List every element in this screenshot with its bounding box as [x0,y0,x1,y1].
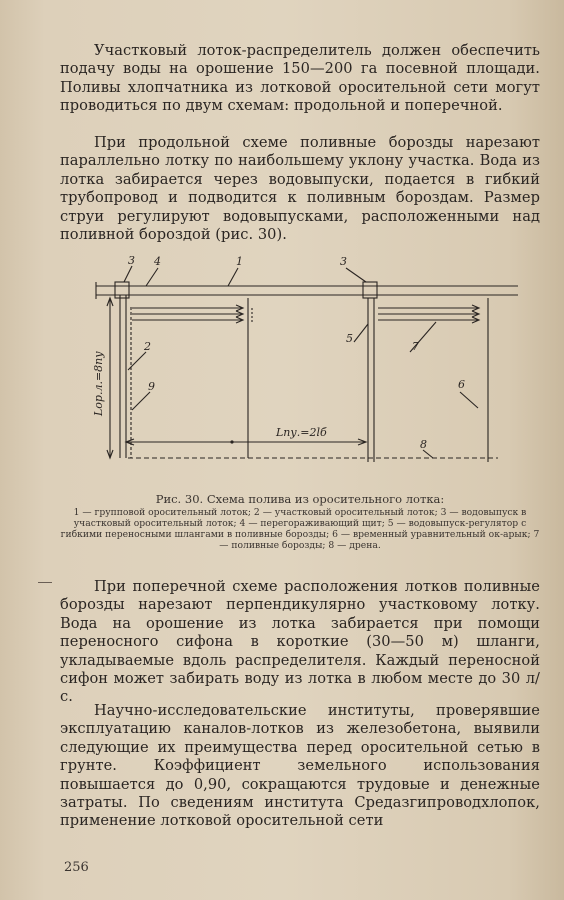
outlet-box-right [363,282,377,298]
paragraph-3: При поперечной схеме расположения лотков поливные борозды нарезают перпендикулярно участковому лотку. Вода на орошение из лотка забирается при помощи переносного сифона в короткие (30—50 м) шланги, укладываемые вдоль распределителя. Каждый переносной сифон может забирать воду из лотка в любом месте до 30 л/с. [60,578,540,706]
label-1: 1 [236,255,243,268]
leader-4 [146,268,158,286]
margin-dash [38,582,52,583]
paragraph-4: Научно-исследовательские институты, проверявшие эксплуатацию каналов-лотков из железобетона, выявили следующие их преимущества перед оросительной сетью в грунте. Коэффициент земельного использования повышается до 0,90, сокращаются трудовые и денежные затраты. По сведениям института Средазгипроводхлопок, применение лотковой оросительной сети [60,702,540,830]
label-3a: 3 [128,254,135,267]
leader-3a [124,266,132,282]
outlet-box-left [115,282,129,298]
label-9: 9 [148,380,155,393]
page-number: 256 [64,860,89,875]
figure-caption [60,492,540,551]
dimension-dot [230,440,233,443]
irrigation-scheme-figure [88,252,528,486]
paragraph-2: При продольной схеме поливные борозды нарезают параллельно лотку по наибольшему уклону участка. Вода из лотка забирается через водовыпуски, подается в гибкий трубопровод и подводится к поливным бороздам. Размер струи регулируют водовыпусками, расположенными над поливной бороздой (рис. 30). [60,134,540,244]
leader-3b [346,268,366,282]
label-5: 5 [346,332,353,345]
leader-5 [354,324,368,342]
label-3b: 3 [340,255,347,268]
label-6: 6 [458,378,465,391]
label-length-vertical: Lор.л.=8пу [92,351,105,416]
figure-caption-legend: 1 — групповой оросительный лоток; 2 — участковый оросительный лоток; 3 — водовыпуск в участковый оросительный лоток; 4 — перегораживающий щит; 5 — водовыпуск-регулятор с гибкими переносными шлангами в поливные борозды; 6 — временный уравнительный ок-арык; 7 — поливные борозды; 8 — дрена. [60,507,540,551]
leader-8 [423,450,433,458]
leader-6 [460,392,478,408]
label-length-horizontal: Lпу.=2lб [276,426,327,439]
figure-caption-title: Рис. 30. Схема полива из оросительного лотка: [155,492,445,506]
paragraph-1: Участковый лоток-распределитель должен обеспечить подачу воды на орошение 150—200 га посевной площади. Поливы хлопчатника из лотковой оросительной сети могут проводиться по двум схемам: продольной и поперечной. [60,42,540,115]
label-4: 4 [154,255,161,268]
leader-9 [132,392,150,410]
leader-1 [228,268,238,286]
label-7: 7 [412,340,419,353]
label-8: 8 [420,438,427,451]
label-2: 2 [144,340,151,353]
